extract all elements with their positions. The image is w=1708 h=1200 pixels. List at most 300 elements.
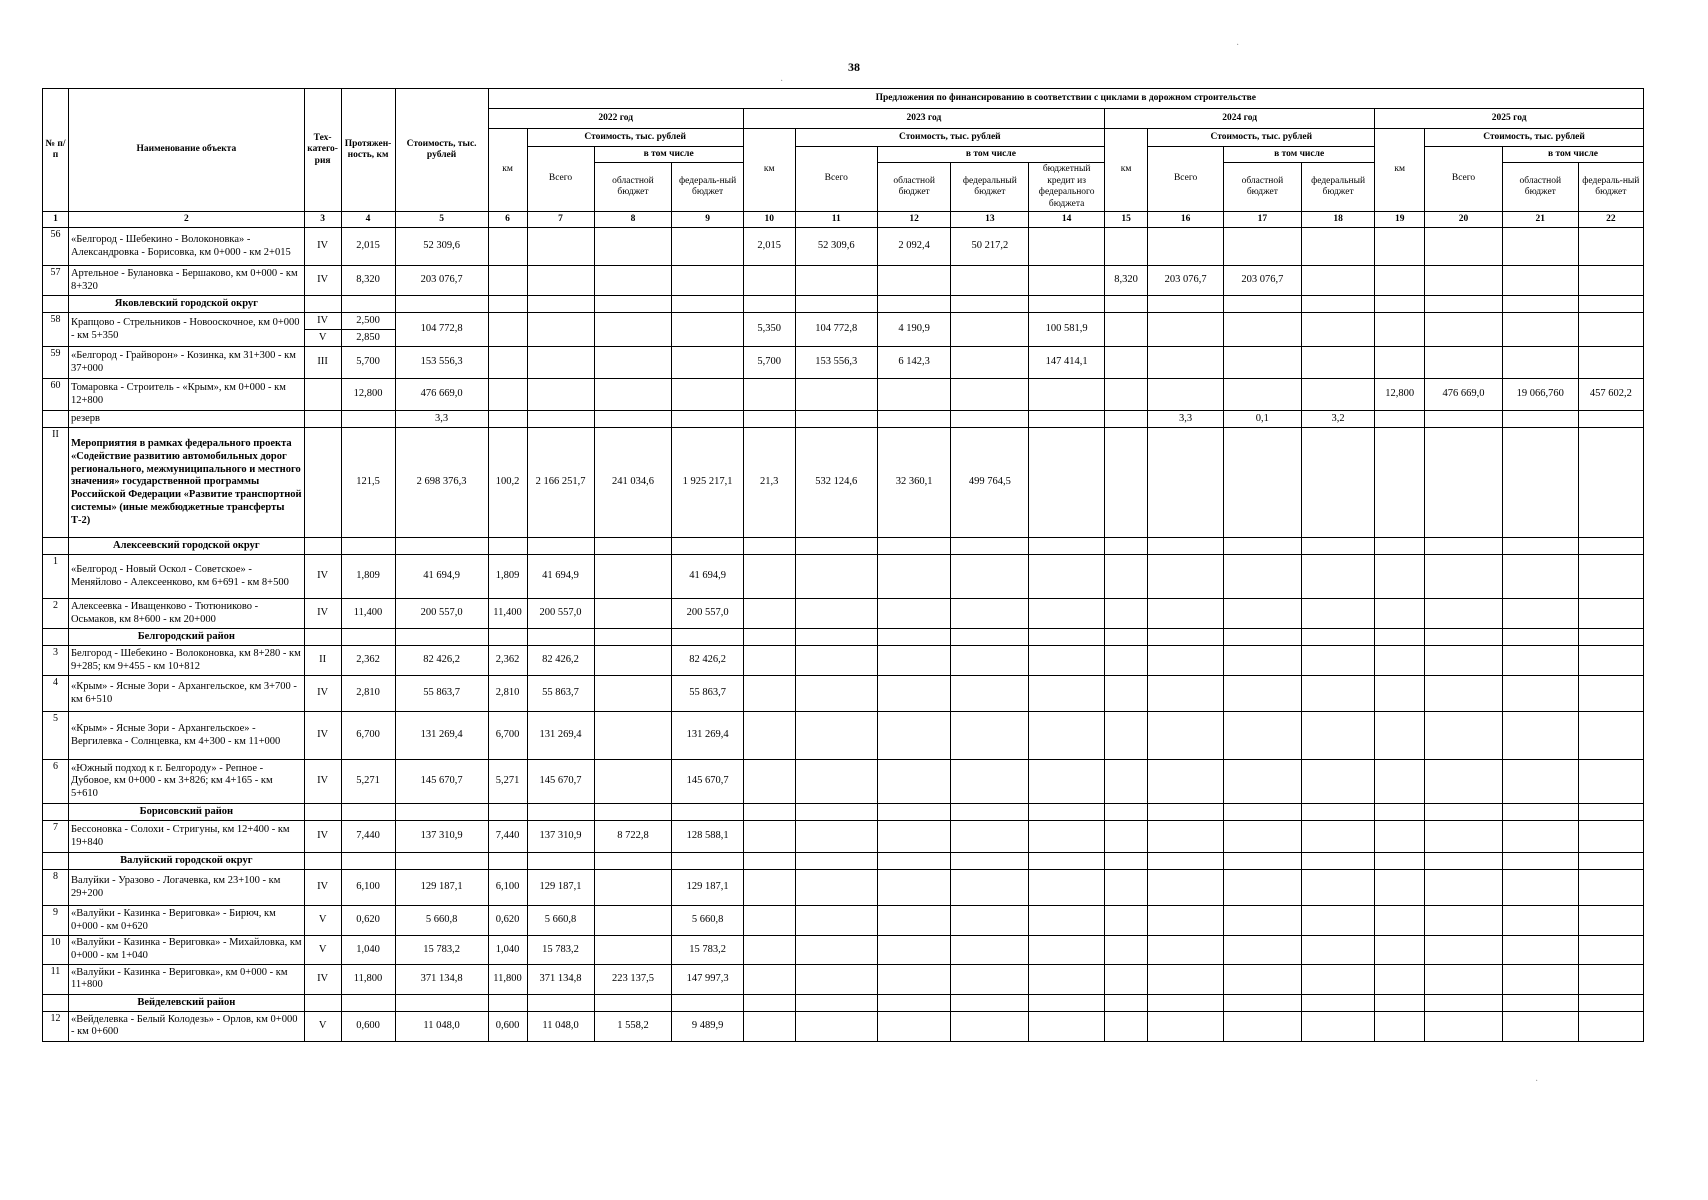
value-cell <box>1301 347 1375 379</box>
value-cell: 19 066,760 <box>1502 379 1578 411</box>
value-cell <box>1425 821 1503 853</box>
value-cell <box>1104 936 1147 965</box>
empty-cell <box>795 538 877 555</box>
empty-cell <box>672 853 743 870</box>
value-cell <box>1502 555 1578 599</box>
value-cell: 5 660,8 <box>672 906 743 936</box>
value-cell <box>877 646 951 676</box>
object-name: Артельное - Булановка - Бершаково, км 0+000 - км 8+320 <box>68 266 304 296</box>
value-cell <box>1148 906 1224 936</box>
empty-cell <box>951 629 1029 646</box>
object-name: Мероприятия в рамках федерального проекта «Содействие развитию автомобильных дорог регионального, межмуниципального и местного значения» государственной программы Российской Федерации «Развитие транспортной системы» (иные межбюджетные трансферты Т-2) <box>68 428 304 538</box>
value-cell: IV <box>304 964 341 994</box>
value-cell <box>1502 599 1578 629</box>
table-body <box>43 228 1644 1042</box>
empty-cell <box>1425 538 1503 555</box>
value-cell <box>1301 428 1375 538</box>
district-name: Вейделевский район <box>68 994 304 1011</box>
empty-cell <box>1104 629 1147 646</box>
value-cell <box>1029 1011 1105 1041</box>
empty-cell <box>1375 538 1425 555</box>
empty-cell <box>877 296 951 313</box>
empty-cell <box>527 538 594 555</box>
value-cell: 9 489,9 <box>672 1011 743 1041</box>
district-name: Борисовский район <box>68 804 304 821</box>
value-cell <box>1148 821 1224 853</box>
value-cell <box>1148 1011 1224 1041</box>
value-cell <box>1502 1011 1578 1041</box>
column-number: 4 <box>341 212 395 228</box>
value-cell <box>594 599 672 629</box>
empty-cell <box>1425 629 1503 646</box>
value-cell <box>743 676 795 712</box>
value-cell <box>1148 676 1224 712</box>
value-cell <box>1104 906 1147 936</box>
object-name: «Белгород - Шебекино - Волоконовка» - Александровка - Борисовка, км 0+000 - км 2+015 <box>68 228 304 266</box>
value-cell <box>743 266 795 296</box>
object-name: «Крым» - Ясные Зори - Архангельское» - Вергилевка - Солнцевка, км 4+300 - км 11+000 <box>68 712 304 760</box>
value-cell: 203 076,7 <box>1223 266 1301 296</box>
value-cell: 499 764,5 <box>951 428 1029 538</box>
empty-cell <box>1375 296 1425 313</box>
empty-cell <box>1502 538 1578 555</box>
value-cell <box>1375 676 1425 712</box>
value-cell: 8,320 <box>1104 266 1147 296</box>
empty-cell <box>1148 853 1224 870</box>
value-cell: 41 694,9 <box>527 555 594 599</box>
row-number: II <box>43 428 69 538</box>
value-cell: IV <box>304 870 341 906</box>
value-cell <box>1148 760 1224 804</box>
value-cell <box>951 821 1029 853</box>
value-cell <box>1148 646 1224 676</box>
table-row <box>43 428 1644 538</box>
value-cell: 2 092,4 <box>877 228 951 266</box>
empty-cell <box>395 296 488 313</box>
table-row <box>43 821 1644 853</box>
value-cell <box>795 870 877 906</box>
value-cell: IV <box>304 712 341 760</box>
empty-cell <box>1148 629 1224 646</box>
value-cell <box>1375 1011 1425 1041</box>
value-cell <box>877 821 951 853</box>
value-cell <box>1425 428 1503 538</box>
value-cell: 21,3 <box>743 428 795 538</box>
row-number: 10 <box>43 936 69 965</box>
object-name: Томаровка - Строитель - «Крым», км 0+000 - км 12+800 <box>68 379 304 411</box>
value-cell: 8 722,8 <box>594 821 672 853</box>
value-cell <box>951 906 1029 936</box>
value-cell: 6 142,3 <box>877 347 951 379</box>
value-cell <box>795 676 877 712</box>
value-cell <box>877 906 951 936</box>
empty-cell <box>341 853 395 870</box>
value-cell <box>488 379 527 411</box>
value-cell <box>1425 760 1503 804</box>
header-km-2025: км <box>1375 129 1425 212</box>
header-total-2025: Всего <box>1425 147 1503 212</box>
header-year-2025: 2025 год <box>1375 109 1644 129</box>
district-group-row <box>43 804 1644 821</box>
value-cell: 2 698 376,3 <box>395 428 488 538</box>
value-cell: 145 670,7 <box>672 760 743 804</box>
empty-cell <box>527 853 594 870</box>
empty-cell <box>743 994 795 1011</box>
value-cell <box>1425 712 1503 760</box>
value-cell <box>951 646 1029 676</box>
value-cell <box>1223 676 1301 712</box>
value-cell: 15 783,2 <box>672 936 743 965</box>
value-cell <box>1148 228 1224 266</box>
value-cell: 6,700 <box>488 712 527 760</box>
empty-cell <box>488 804 527 821</box>
value-cell: 5,271 <box>341 760 395 804</box>
value-cell: IV <box>304 760 341 804</box>
value-cell: 6,700 <box>341 712 395 760</box>
value-cell <box>1029 906 1105 936</box>
value-cell <box>951 712 1029 760</box>
value-cell <box>1301 760 1375 804</box>
empty-cell <box>1029 538 1105 555</box>
empty-cell <box>743 296 795 313</box>
value-cell: 2,810 <box>341 676 395 712</box>
header-year-2022: 2022 год <box>488 109 743 129</box>
value-cell <box>304 411 341 428</box>
object-name: «Белгород - Грайворон» - Козинка, км 31+300 - км 37+000 <box>68 347 304 379</box>
value-cell: 5,700 <box>743 347 795 379</box>
column-number: 7 <box>527 212 594 228</box>
value-cell <box>743 760 795 804</box>
value-cell <box>1375 870 1425 906</box>
value-cell <box>1375 760 1425 804</box>
value-cell <box>877 676 951 712</box>
row-number: 12 <box>43 1011 69 1041</box>
value-cell: 2,015 <box>341 228 395 266</box>
value-cell: 15 783,2 <box>395 936 488 965</box>
column-number: 9 <box>672 212 743 228</box>
row-number: 2 <box>43 599 69 629</box>
header-year-2024: 2024 год <box>1104 109 1374 129</box>
empty-cell <box>743 853 795 870</box>
header-incl-2022: в том числе <box>594 147 743 163</box>
value-cell <box>1223 906 1301 936</box>
value-cell <box>594 313 672 347</box>
value-cell: 12,800 <box>341 379 395 411</box>
object-name: Валуйки - Уразово - Логачевка, км 23+100 - км 29+200 <box>68 870 304 906</box>
value-cell <box>1301 266 1375 296</box>
object-name: «Белгород - Новый Оскол - Советское» - Меняйлово - Алексеенково, км 6+691 - км 8+500 <box>68 555 304 599</box>
value-cell <box>1375 555 1425 599</box>
empty-cell <box>1301 629 1375 646</box>
value-cell <box>1223 428 1301 538</box>
value-cell: 7,440 <box>488 821 527 853</box>
value-cell <box>1578 266 1643 296</box>
value-cell <box>594 712 672 760</box>
empty-cell <box>1578 538 1643 555</box>
value-cell <box>1301 228 1375 266</box>
value-cell: 11 048,0 <box>395 1011 488 1041</box>
value-cell <box>951 411 1029 428</box>
value-cell <box>1375 266 1425 296</box>
value-cell <box>951 379 1029 411</box>
empty-cell <box>304 994 341 1011</box>
header-km-2022: км <box>488 129 527 212</box>
value-cell: 82 426,2 <box>672 646 743 676</box>
value-cell: V <box>304 1011 341 1041</box>
object-name: «Южный подход к г. Белгороду» - Репное - Дубовое, км 0+000 - км 3+826; км 4+165 - км 5+610 <box>68 760 304 804</box>
value-cell <box>1148 936 1224 965</box>
district-name: Валуйский городской округ <box>68 853 304 870</box>
value-cell <box>951 599 1029 629</box>
value-cell <box>1375 313 1425 347</box>
empty-cell <box>304 538 341 555</box>
value-cell <box>1502 228 1578 266</box>
value-cell <box>1425 936 1503 965</box>
value-cell <box>1104 870 1147 906</box>
value-cell: 200 557,0 <box>527 599 594 629</box>
table-row <box>43 1011 1644 1041</box>
value-cell <box>795 646 877 676</box>
value-cell <box>951 964 1029 994</box>
value-cell <box>1578 313 1643 347</box>
empty-cell <box>877 538 951 555</box>
header-total-2023: Всего <box>795 147 877 212</box>
empty-cell <box>594 629 672 646</box>
value-cell <box>951 870 1029 906</box>
value-cell: 11,400 <box>341 599 395 629</box>
district-group-row <box>43 629 1644 646</box>
value-cell: 147 414,1 <box>1029 347 1105 379</box>
value-cell <box>1578 870 1643 906</box>
empty-cell <box>951 804 1029 821</box>
empty-cell <box>1104 994 1147 1011</box>
value-cell <box>1223 712 1301 760</box>
value-cell: 41 694,9 <box>672 555 743 599</box>
value-cell <box>1104 760 1147 804</box>
table-row <box>43 555 1644 599</box>
empty-cell <box>488 296 527 313</box>
empty-cell <box>1425 853 1503 870</box>
column-number: 14 <box>1029 212 1105 228</box>
value-cell <box>1375 646 1425 676</box>
header-km-2024: км <box>1104 129 1147 212</box>
value-cell <box>1578 964 1643 994</box>
value-cell <box>1029 676 1105 712</box>
value-cell <box>743 936 795 965</box>
value-cell <box>795 936 877 965</box>
header-length: Протяжен-ность, км <box>341 89 395 212</box>
value-cell <box>1301 936 1375 965</box>
value-cell <box>594 936 672 965</box>
column-number: 18 <box>1301 212 1375 228</box>
value-cell: 153 556,3 <box>395 347 488 379</box>
header-federal-2025: федераль-ный бюджет <box>1578 163 1643 212</box>
empty-cell <box>877 629 951 646</box>
value-cell <box>743 379 795 411</box>
table-row <box>43 411 1644 428</box>
value-cell <box>488 313 527 347</box>
value-cell: 203 076,7 <box>1148 266 1224 296</box>
value-cell <box>1029 712 1105 760</box>
column-number: 3 <box>304 212 341 228</box>
table-row <box>43 347 1644 379</box>
value-cell <box>795 555 877 599</box>
value-cell <box>743 821 795 853</box>
district-group-row <box>43 994 1644 1011</box>
empty-cell <box>1223 804 1301 821</box>
value-cell: 8,320 <box>341 266 395 296</box>
column-number: 16 <box>1148 212 1224 228</box>
column-number: 19 <box>1375 212 1425 228</box>
value-cell <box>1502 266 1578 296</box>
value-cell <box>594 906 672 936</box>
empty-cell <box>1578 994 1643 1011</box>
value-cell <box>743 712 795 760</box>
empty-cell <box>795 296 877 313</box>
value-cell: 104 772,8 <box>395 313 488 347</box>
value-cell: 476 669,0 <box>1425 379 1503 411</box>
object-name: Крапцово - Стрельников - Новооскочное, км 0+000 - км 5+350 <box>68 313 304 347</box>
value-cell <box>1502 906 1578 936</box>
empty-cell <box>1029 994 1105 1011</box>
value-cell <box>1578 936 1643 965</box>
empty-cell <box>527 629 594 646</box>
value-cell <box>1502 313 1578 347</box>
column-number: 11 <box>795 212 877 228</box>
value-cell <box>304 379 341 411</box>
empty-cell <box>594 538 672 555</box>
value-cell <box>594 411 672 428</box>
value-cell <box>1104 646 1147 676</box>
value-cell: 2,362 <box>488 646 527 676</box>
value-cell: 5,271 <box>488 760 527 804</box>
value-cell <box>1223 936 1301 965</box>
value-cell <box>527 313 594 347</box>
value-cell <box>1029 760 1105 804</box>
empty-cell <box>1301 296 1375 313</box>
value-cell <box>1578 821 1643 853</box>
value-cell <box>1029 228 1105 266</box>
empty-cell <box>488 629 527 646</box>
value-cell: 6,100 <box>488 870 527 906</box>
value-cell <box>795 906 877 936</box>
table-row <box>43 936 1644 965</box>
column-number: 13 <box>951 212 1029 228</box>
scan-speck: · <box>1535 1076 1539 1087</box>
value-cell <box>1425 870 1503 906</box>
empty-cell <box>743 804 795 821</box>
value-cell <box>1148 428 1224 538</box>
empty-cell <box>527 296 594 313</box>
value-cell: III <box>304 347 341 379</box>
value-cell <box>1578 1011 1643 1041</box>
value-cell: 3,3 <box>1148 411 1224 428</box>
empty-cell <box>304 853 341 870</box>
empty-cell <box>951 296 1029 313</box>
value-cell <box>1223 870 1301 906</box>
empty-cell <box>1425 804 1503 821</box>
value-cell <box>1104 313 1147 347</box>
value-cell <box>1104 555 1147 599</box>
value-cell <box>795 760 877 804</box>
row-number: 56 <box>43 228 69 266</box>
value-cell <box>594 646 672 676</box>
district-name: Яковлевский городской округ <box>68 296 304 313</box>
value-cell <box>1104 712 1147 760</box>
value-cell <box>594 555 672 599</box>
empty-cell <box>1502 629 1578 646</box>
object-name: Бессоновка - Солохи - Стригуны, км 12+400 - км 19+840 <box>68 821 304 853</box>
length-cell: 2,850 <box>341 330 395 347</box>
value-cell <box>1375 228 1425 266</box>
value-cell <box>1301 1011 1375 1041</box>
empty-cell <box>304 629 341 646</box>
empty-cell <box>395 538 488 555</box>
value-cell <box>877 712 951 760</box>
row-number: 58 <box>43 313 69 347</box>
value-cell <box>877 379 951 411</box>
value-cell: 131 269,4 <box>395 712 488 760</box>
value-cell: 11,800 <box>488 964 527 994</box>
value-cell <box>1301 906 1375 936</box>
empty-cell <box>1104 853 1147 870</box>
column-numbers-row <box>43 212 1644 228</box>
value-cell <box>1148 599 1224 629</box>
value-cell: 129 187,1 <box>527 870 594 906</box>
value-cell <box>1578 760 1643 804</box>
value-cell: 137 310,9 <box>395 821 488 853</box>
header-federal-2024: федеральный бюджет <box>1301 163 1375 212</box>
value-cell <box>1502 760 1578 804</box>
value-cell <box>1148 555 1224 599</box>
empty-cell <box>1104 538 1147 555</box>
table-row <box>43 379 1644 411</box>
table-row <box>43 599 1644 629</box>
empty-cell <box>488 538 527 555</box>
empty-cell <box>341 804 395 821</box>
value-cell <box>1223 1011 1301 1041</box>
header-total-2022: Всего <box>527 147 594 212</box>
empty-cell <box>1148 538 1224 555</box>
value-cell: 1 558,2 <box>594 1011 672 1041</box>
value-cell: IV <box>304 266 341 296</box>
value-cell: 1,809 <box>488 555 527 599</box>
value-cell <box>1578 428 1643 538</box>
row-number: 4 <box>43 676 69 712</box>
value-cell: 2,015 <box>743 228 795 266</box>
value-cell: 2 166 251,7 <box>527 428 594 538</box>
value-cell <box>877 266 951 296</box>
value-cell <box>951 347 1029 379</box>
value-cell <box>1301 676 1375 712</box>
value-cell <box>1502 964 1578 994</box>
value-cell: 32 360,1 <box>877 428 951 538</box>
value-cell <box>1425 266 1503 296</box>
value-cell <box>1578 906 1643 936</box>
value-cell <box>594 676 672 712</box>
value-cell <box>951 266 1029 296</box>
value-cell <box>795 1011 877 1041</box>
value-cell <box>1502 676 1578 712</box>
header-incl-2025: в том числе <box>1502 147 1643 163</box>
value-cell <box>488 266 527 296</box>
value-cell <box>1301 712 1375 760</box>
value-cell: 2,500 <box>341 313 395 330</box>
row-number: 60 <box>43 379 69 411</box>
value-cell <box>1104 821 1147 853</box>
value-cell: 12,800 <box>1375 379 1425 411</box>
value-cell: 41 694,9 <box>395 555 488 599</box>
